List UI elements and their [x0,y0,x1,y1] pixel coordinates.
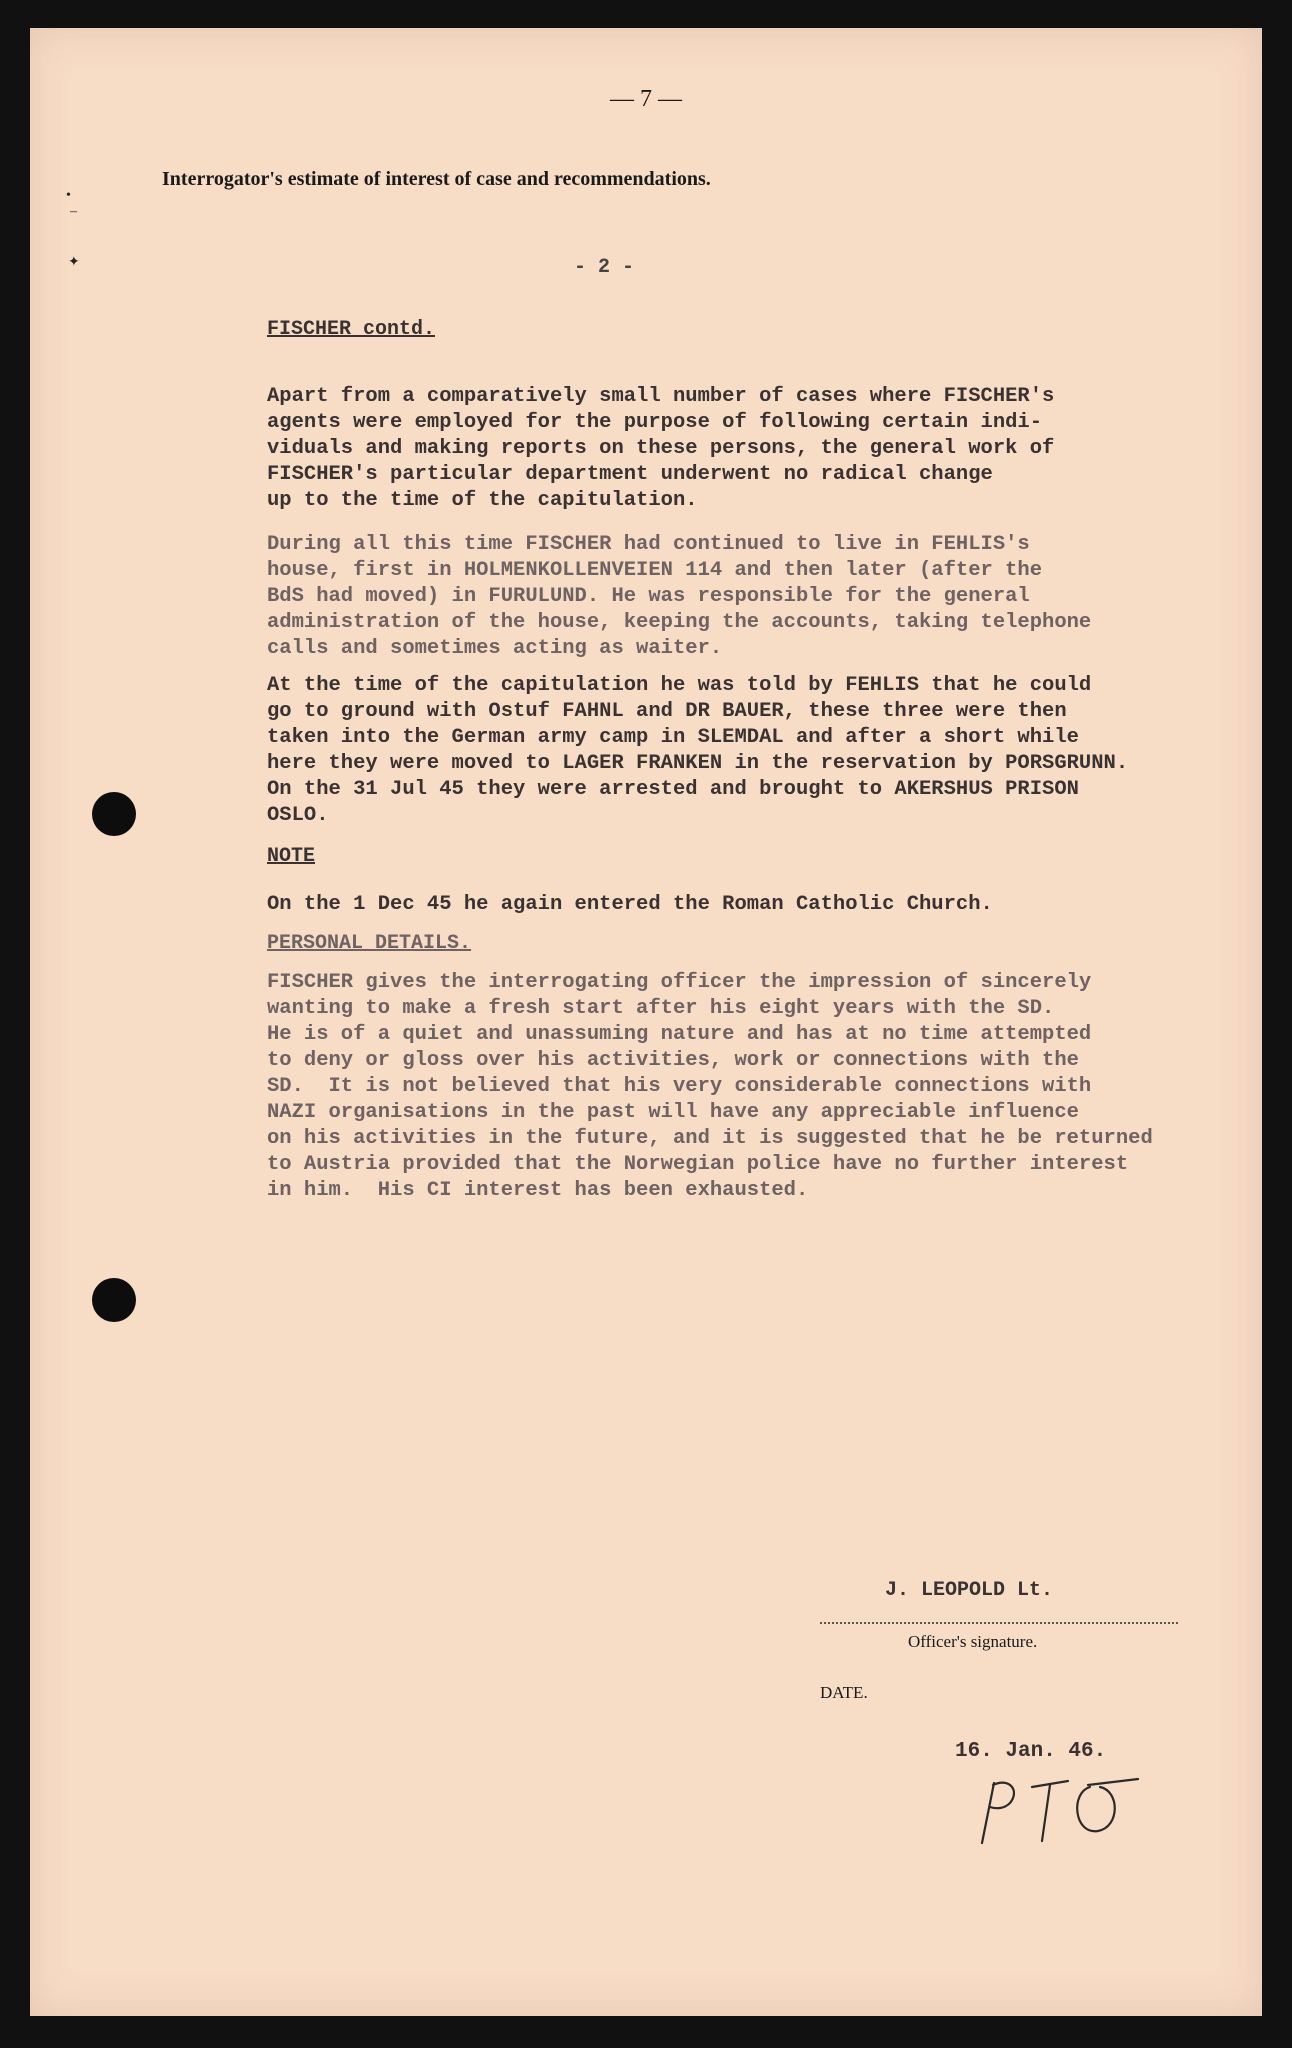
punch-hole [92,792,136,836]
signatory-name: J. LEOPOLD Lt. [885,1579,1054,1602]
form-heading: Interrogator's estimate of interest of case and recommendations. [162,168,711,190]
paragraph-capitulation: At the time of the capitulation he was told by FEHLIS that he could go to ground with Ostuf FAHNL and DR BAUER, these three were then taken into the German army camp in SLEMDAL and after a short while here they were moved to LAGER FRANKEN in the reservation by PORSGRUNN. On the 31 Jul 45 they were arrested and brought to AKERSHUS PRISON OSLO. [267,674,1129,827]
paragraph-residence: During all this time FISCHER had continued to live in FEHLIS's house, first in HOLMENKOLLENVEIEN 114 and then later (after the BdS had moved) in FURULUND. He was responsible for the general administration of the house, keeping the accounts, taking telephone calls and sometimes acting as waiter. [267,533,1092,660]
handwritten-pto [970,1763,1150,1853]
punch-hole [92,1278,136,1322]
page-number: — 7 — [610,86,682,112]
personal-details-heading: PERSONAL DETAILS. [267,932,472,955]
date-label: DATE. [820,1683,868,1702]
document-page [30,28,1262,2016]
section-number: - 2 - [574,256,635,279]
date-value: 16. Jan. 46. [955,1740,1107,1763]
margin-mark: – [70,204,77,219]
margin-mark: • [66,188,71,203]
signature-line [820,1622,1178,1624]
note-heading: NOTE [267,845,316,868]
personal-details-text: FISCHER gives the interrogating officer the impression of sincerely wanting to make a fresh start after his eight years with the SD. He is of a quiet and unassuming nature and has at no time attempted to deny or gloss over his activities, work or connections with the SD. It is not believed that his very considerable connections with NAZI organisations in the past will have any appreciable influence on his activities in the future, and it is suggested that he be returned to Austria provided that the Norwegian police have no further interest in him. His CI interest has been exhausted. [267,971,1153,1202]
margin-mark: ✦ [68,255,80,270]
subject-heading: FISCHER contd. [267,318,436,341]
paragraph-department-work: Apart from a comparatively small number of cases where FISCHER's agents were employed for the purpose of following certain indi- viduals and making reports on these persons, the general work of FISCHER's particular department underwent no radical change up to the time of the capitulation. [267,385,1055,512]
note-text: On the 1 Dec 45 he again entered the Roman Catholic Church. [267,893,993,916]
signature-label: Officer's signature. [908,1632,1038,1651]
